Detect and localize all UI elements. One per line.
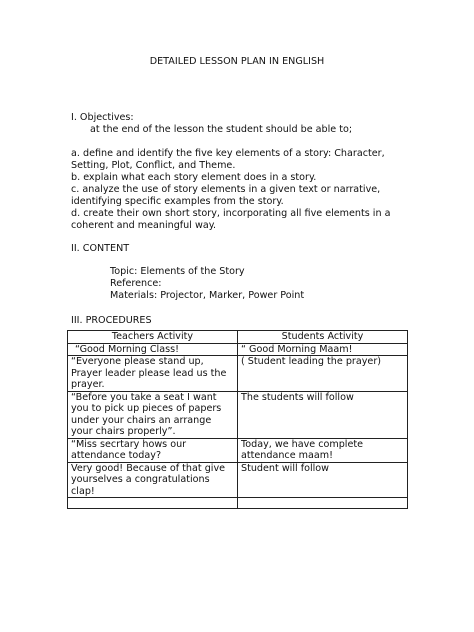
objective-line: b. explain what each story element does in a story. bbox=[71, 172, 317, 183]
student-cell bbox=[238, 356, 408, 392]
cell-line: “Before you take a seat I want bbox=[71, 391, 217, 403]
teacher-cell bbox=[68, 343, 238, 356]
objective-line: identifying specific examples from the story. bbox=[71, 196, 284, 207]
student-cell bbox=[238, 391, 408, 438]
cell-line: clap! bbox=[71, 485, 95, 497]
cell-line: Today, we have complete bbox=[241, 438, 364, 450]
objective-line: coherent and meaningful way. bbox=[71, 220, 217, 231]
document-title: DETAILED LESSON PLAN IN ENGLISH bbox=[149, 56, 325, 67]
cell-line: yourselves a congratulations bbox=[71, 474, 210, 485]
procedures-heading: III. PROCEDURES bbox=[71, 315, 152, 326]
table-row bbox=[68, 343, 408, 356]
objective-line: c. analyze the use of story elements in a given text or narrative, bbox=[71, 184, 381, 195]
cell-line: under your chairs an arrange bbox=[71, 414, 212, 426]
student-cell bbox=[238, 462, 408, 498]
teacher-cell bbox=[68, 498, 238, 509]
cell-line: Very good! Because of that give bbox=[71, 462, 226, 474]
objectives-intro: at the end of the lesson the student should be able to; bbox=[90, 124, 353, 135]
content-topic: Topic: Elements of the Story bbox=[110, 266, 245, 277]
table-row bbox=[68, 498, 408, 509]
table-row bbox=[68, 391, 408, 438]
cell-line: The students will follow bbox=[241, 391, 354, 403]
procedures-table bbox=[67, 330, 408, 509]
teacher-cell bbox=[68, 391, 238, 438]
students-activity-header: Students Activity bbox=[238, 331, 408, 344]
cell-line: “Everyone please stand up, bbox=[71, 356, 204, 367]
objective-line: a. define and identify the five key elements of a story: Character, bbox=[71, 148, 385, 159]
content-reference: Reference: bbox=[110, 278, 162, 289]
cell-line: Student will follow bbox=[241, 462, 330, 474]
teacher-cell bbox=[68, 438, 238, 462]
student-cell bbox=[238, 438, 408, 462]
cell-line: your chairs properly”. bbox=[71, 426, 176, 437]
cell-line: “Miss secrtary hows our bbox=[71, 438, 187, 450]
cell-line: attendance maam! bbox=[241, 450, 333, 461]
objectives-heading: I. Objectives: bbox=[71, 112, 134, 123]
cell-line: ( Student leading the prayer) bbox=[241, 356, 382, 367]
content-materials: Materials: Projector, Marker, Power Point bbox=[110, 290, 305, 301]
cell-line: “Good Morning Class! bbox=[75, 343, 179, 355]
table-row bbox=[68, 356, 408, 392]
cell-line: “ Good Morning Maam! bbox=[241, 343, 353, 355]
cell-line: attendance today? bbox=[71, 450, 162, 461]
teacher-cell bbox=[68, 356, 238, 392]
teachers-activity-header: Teachers Activity bbox=[68, 331, 238, 344]
content-heading: II. CONTENT bbox=[71, 243, 130, 254]
teacher-cell bbox=[68, 462, 238, 498]
objective-line: d. create their own short story, incorporating all five elements in a bbox=[71, 208, 391, 219]
table-row bbox=[68, 438, 408, 462]
table-row bbox=[68, 462, 408, 498]
cell-line: Prayer leader please lead us the bbox=[71, 367, 227, 379]
cell-line: prayer. bbox=[71, 379, 105, 390]
cell-line: you to pick up pieces of papers bbox=[71, 403, 222, 414]
objective-line: Setting, Plot, Conflict, and Theme. bbox=[71, 160, 236, 171]
student-cell bbox=[238, 343, 408, 356]
student-cell bbox=[238, 498, 408, 509]
table-header-row bbox=[68, 331, 408, 344]
